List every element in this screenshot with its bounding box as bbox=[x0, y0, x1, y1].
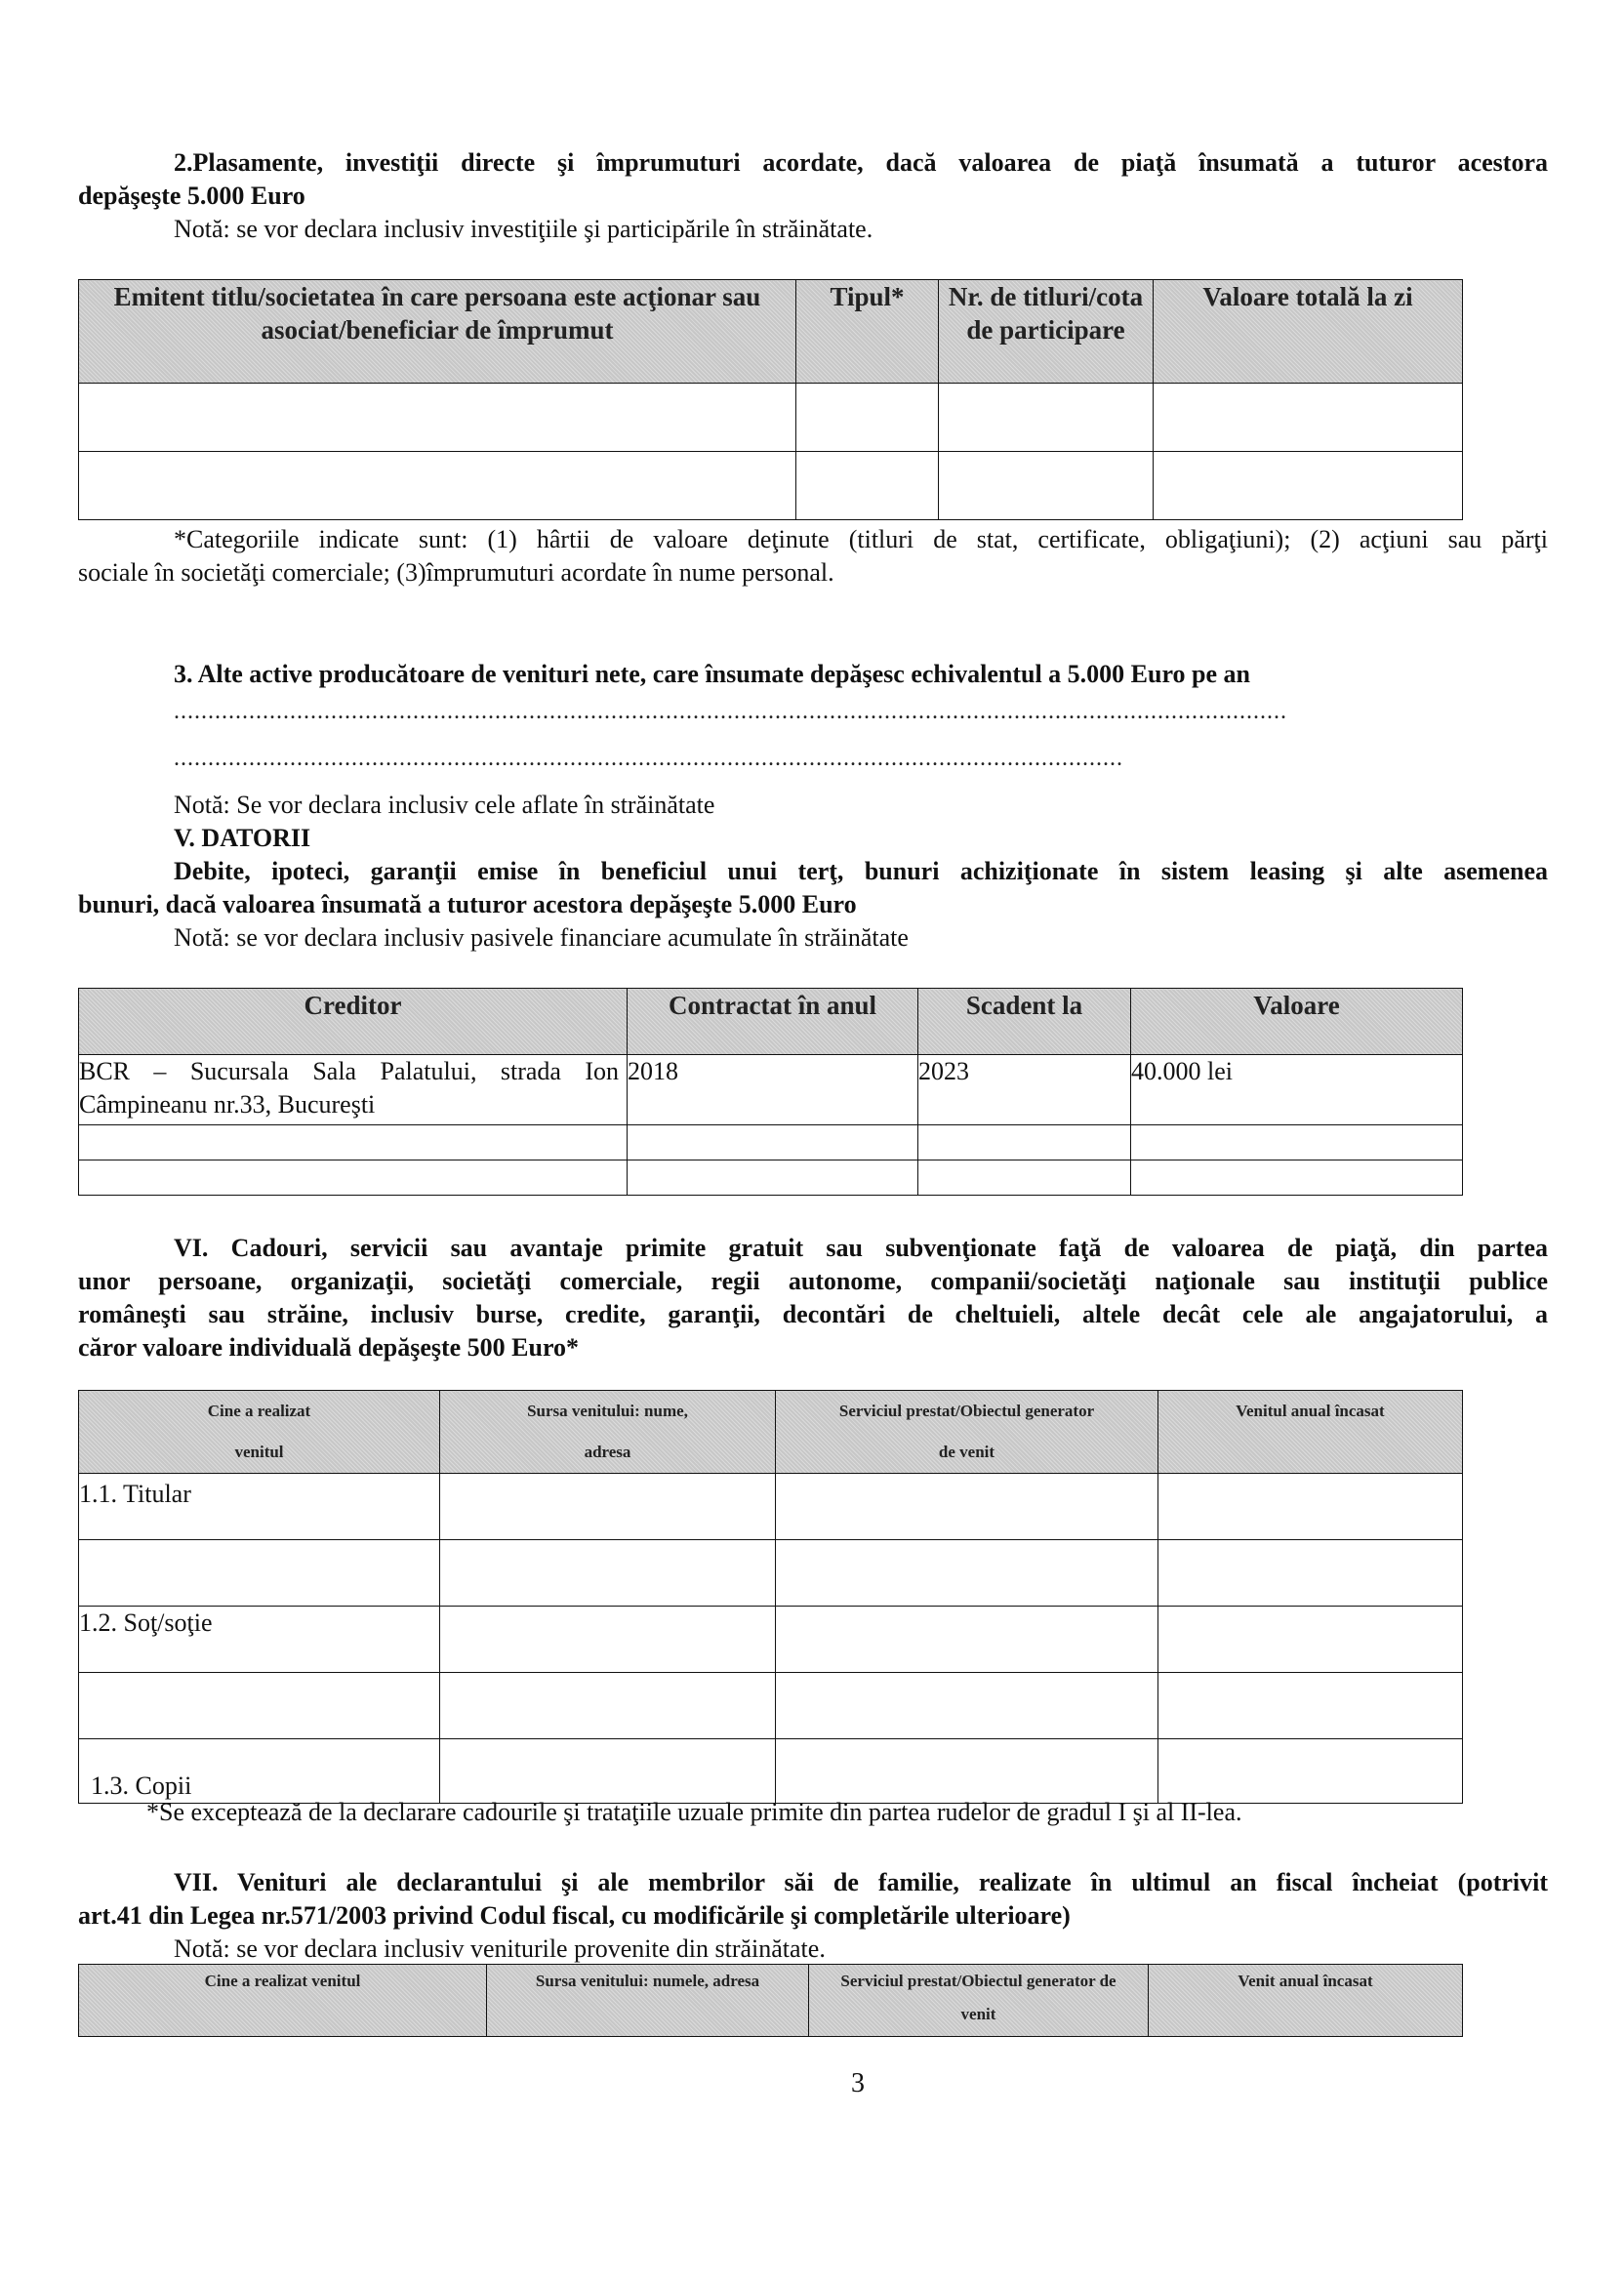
debts-header-creditor: Creditor bbox=[79, 989, 628, 1055]
section7-note: Notă: se vor declara inclusiv veniturile provenite din străinătate. bbox=[174, 1934, 826, 1963]
section5-title-line2: bunuri, dacă valoarea însumată a tuturor acestora depăşeşte 5.000 Euro bbox=[78, 890, 857, 918]
debt-due-year: 2023 bbox=[918, 1055, 1131, 1125]
gift-row-titular: 1.1. Titular bbox=[79, 1474, 440, 1540]
section2-footnote-line2: sociale în societăţi comerciale; (3)împrumuturi acordate în nume personal. bbox=[78, 558, 834, 587]
investments-header-count: Nr. de titluri/cota de participare bbox=[939, 280, 1154, 384]
income-header-who: Cine a realizat venitul bbox=[79, 1965, 487, 2037]
section2-footnote-line1: *Categoriile indicate sunt: (1) hârtii de valoare deţinute (titluri de stat, certificate, obligaţiuni); (2) acţiuni sau părţi bbox=[174, 525, 1548, 553]
table-row bbox=[79, 1474, 1463, 1540]
table-row bbox=[79, 1055, 1463, 1125]
debt-value: 40.000 lei bbox=[1131, 1055, 1463, 1125]
table-row bbox=[79, 1673, 1463, 1739]
income-header-service: Serviciul prestat/Obiectul generator de venit bbox=[809, 1965, 1149, 2037]
debts-header-due: Scadent la bbox=[918, 989, 1131, 1055]
section2-note: Notă: se vor declara inclusiv investiţiile şi participările în străinătate. bbox=[174, 215, 873, 243]
gifts-header-income: Venitul anual încasat bbox=[1158, 1391, 1463, 1474]
gift-row-children: 1.3. Copii bbox=[79, 1739, 440, 1804]
investments-header-type: Tipul* bbox=[796, 280, 939, 384]
section3-note: Notă: Se vor declara inclusiv cele aflate în străinătate bbox=[174, 791, 715, 819]
section2-title-line2: depăşeşte 5.000 Euro bbox=[78, 182, 305, 210]
gifts-header-who: Cine a realizat venitul bbox=[79, 1391, 440, 1474]
gifts-table bbox=[78, 1390, 1463, 1804]
section5-heading: V. DATORII bbox=[174, 824, 311, 852]
investments-table bbox=[78, 279, 1463, 520]
table-row bbox=[79, 1160, 1463, 1196]
section5-note: Notă: se vor declara inclusiv pasivele financiare acumulate în străinătate bbox=[174, 923, 909, 952]
section7-line2: art.41 din Legea nr.571/2003 privind Codul fiscal, cu modificările şi completările ulterioare) bbox=[78, 1901, 1071, 1930]
investments-header-value: Valoare totală la zi bbox=[1154, 280, 1463, 384]
table-row bbox=[79, 1540, 1463, 1607]
table-row bbox=[79, 452, 1463, 520]
income-header-amount: Venit anual încasat bbox=[1149, 1965, 1463, 2037]
table-row bbox=[79, 384, 1463, 452]
section6-line4: căror valoare individuală depăşeşte 500 Euro* bbox=[78, 1333, 580, 1362]
section6-line1: VI. Cadouri, servicii sau avantaje primite gratuit sau subvenţionate faţă de valoarea de piaţă, din partea bbox=[174, 1234, 1548, 1262]
debts-header-year: Contractat în anul bbox=[628, 989, 918, 1055]
page-number: 3 bbox=[851, 2068, 865, 2098]
debts-table bbox=[78, 988, 1463, 1196]
income-header-source: Sursa venitului: numele, adresa bbox=[487, 1965, 809, 2037]
section2-title-line1: 2.Plasamente, investiţii directe şi împrumuturi acordate, dacă valoarea de piaţă însumată a tuturor acestora bbox=[174, 148, 1548, 177]
table-row bbox=[79, 1739, 1463, 1804]
section7-line1: VII. Venituri ale declarantului şi ale membrilor săi de familie, realizate în ultimul an fiscal încheiat (potrivit bbox=[174, 1868, 1548, 1896]
income-table bbox=[78, 1964, 1463, 2037]
section6-line2: unor persoane, organizaţii, societăţi comerciale, regii autonome, companii/societăţi naţionale sau instituţii publice bbox=[78, 1267, 1548, 1295]
section6-footnote: *Se exceptează de la declarare cadourile şi trataţiile uzuale primite din partea rudelor de gradul I şi al II-lea. bbox=[146, 1798, 1242, 1826]
gifts-header-source: Sursa venitului: nume, adresa bbox=[440, 1391, 776, 1474]
debt-creditor: BCR – Sucursala Sala Palatului, strada Ion Câmpineanu nr.33, Bucureşti bbox=[79, 1055, 628, 1125]
section3-dots-line2: ........................................................................................................................................... bbox=[174, 746, 1123, 771]
investments-header-issuer: Emitent titlu/societatea în care persoana este acţionar sau asociat/beneficiar de împrumut bbox=[79, 280, 796, 384]
gifts-header-service: Serviciul prestat/Obiectul generator de venit bbox=[776, 1391, 1158, 1474]
table-row bbox=[79, 1607, 1463, 1673]
table-row bbox=[79, 1125, 1463, 1160]
section3-dots-line1: ................................................................................................................................................................... bbox=[174, 699, 1287, 724]
section3-title: 3. Alte active producătoare de venituri nete, care însumate depăşesc echivalentul a 5.000 Euro pe an bbox=[174, 660, 1250, 688]
gift-row-spouse: 1.2. Soţ/soţie bbox=[79, 1607, 440, 1673]
section6-line3: româneşti sau străine, inclusiv burse, credite, garanţii, decontări de cheltuieli, altele decât cele ale angajatorului, a bbox=[78, 1300, 1548, 1328]
section5-title-line1: Debite, ipoteci, garanţii emise în beneficiul unui terţ, bunuri achiziţionate în sistem leasing şi alte asemenea bbox=[174, 857, 1548, 885]
debt-contract-year: 2018 bbox=[628, 1055, 918, 1125]
debts-header-value: Valoare bbox=[1131, 989, 1463, 1055]
